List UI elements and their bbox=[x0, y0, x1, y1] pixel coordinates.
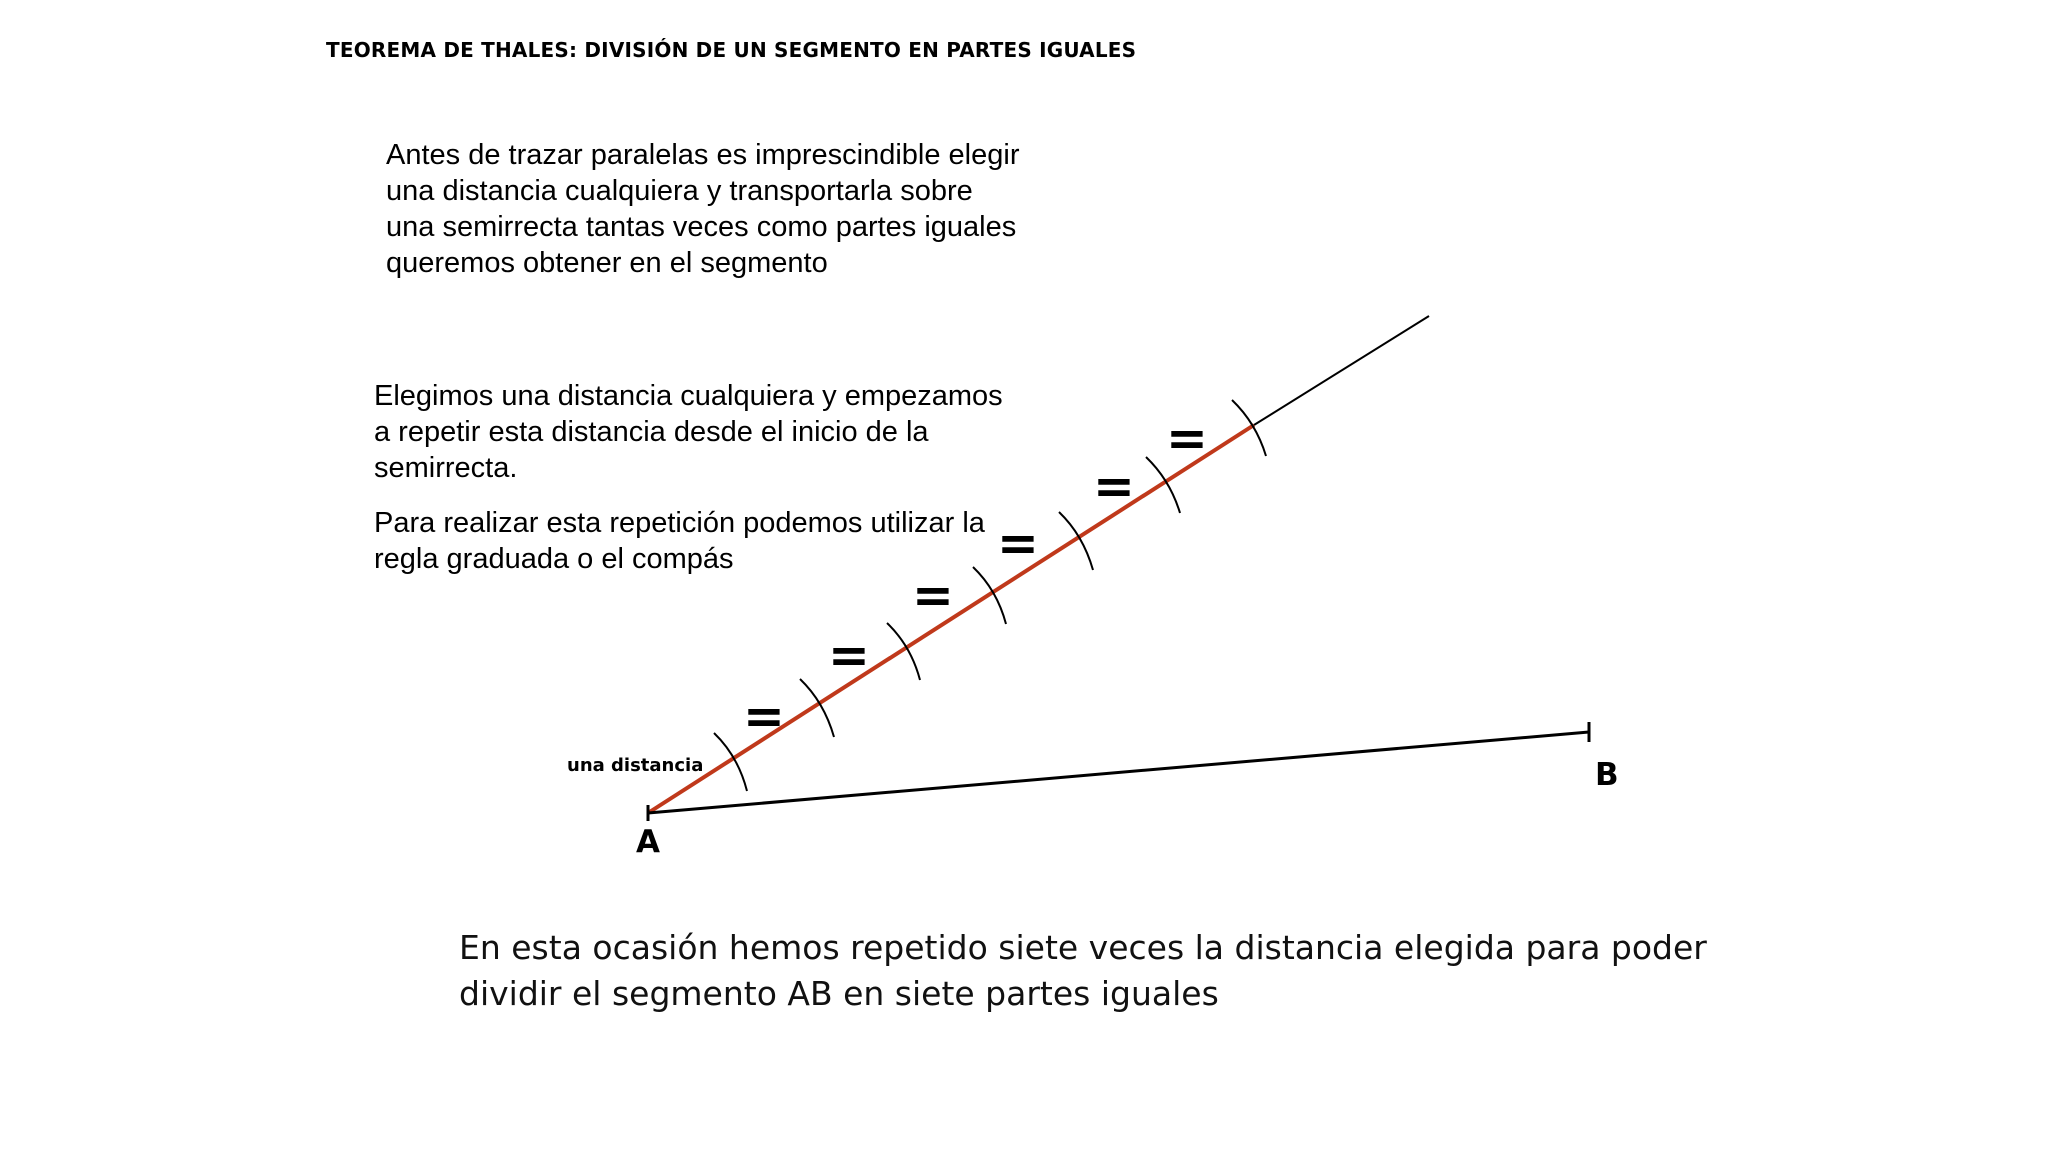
segment-ab bbox=[648, 732, 1589, 813]
tools-paragraph: Para realizar esta repetición podemos utilizar la regla graduada o el compás bbox=[374, 507, 985, 575]
equal-mark: = bbox=[828, 626, 870, 684]
equal-mark: = bbox=[743, 687, 785, 745]
equal-mark: = bbox=[1166, 409, 1208, 467]
point-a-label: A bbox=[636, 824, 660, 860]
distance-label: una distancia bbox=[567, 755, 704, 776]
equal-mark: = bbox=[912, 566, 954, 624]
equal-mark: = bbox=[1093, 457, 1135, 515]
semirrecta bbox=[1254, 316, 1429, 425]
point-b-label: B bbox=[1595, 757, 1619, 793]
conclusion-paragraph: En esta ocasión hemos repetido siete veces la distancia elegida para poder dividir el segmento AB en siete partes iguales bbox=[459, 928, 1707, 1013]
intro-paragraph: Antes de trazar paralelas es imprescindible elegir una distancia cualquiera y transportarla sobre una semirrecta tantas veces como partes iguales queremos obtener en el segmento bbox=[386, 139, 1020, 279]
step-paragraph: Elegimos una distancia cualquiera y empezamos a repetir esta distancia desde el inicio de la semirrecta. bbox=[374, 380, 1003, 484]
page-title: TEOREMA DE THALES: DIVISIÓN DE UN SEGMENTO EN PARTES IGUALES bbox=[326, 38, 1137, 62]
equal-mark: = bbox=[997, 514, 1039, 572]
compass-arc bbox=[800, 679, 834, 737]
